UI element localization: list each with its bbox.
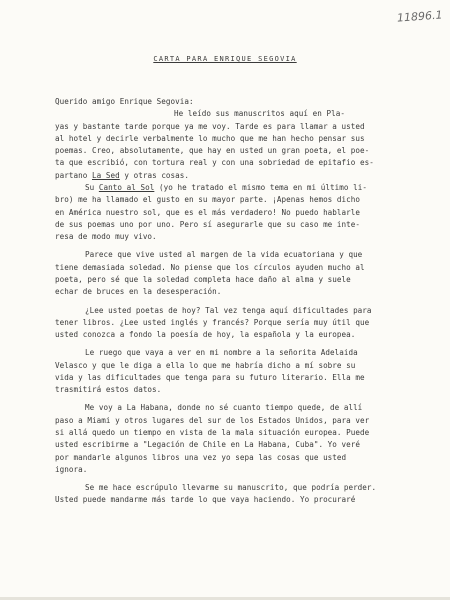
paragraph-line: paso a Miami y otros lugares del sur de los Estados Unidos, para ver bbox=[55, 415, 370, 425]
underlined-title-canto-al-sol: Canto al Sol bbox=[98, 183, 155, 193]
paragraph-2 bbox=[55, 182, 427, 243]
paragraph-line: vida y las dificultades que tenga para su futuro literario. Ella me bbox=[55, 372, 365, 382]
paragraph-line: Parece que vive usted al margen de la vida ecuatoriana y que bbox=[85, 250, 363, 260]
text-span: y otras cosas. bbox=[119, 170, 190, 180]
paragraph-line: Me voy a La Habana, donde no sé cuanto tiempo quede, de allí bbox=[85, 403, 363, 413]
paragraph-line: Le ruego que vaya a ver en mi nombre a la señorita Adelaida bbox=[85, 348, 358, 358]
text-span: partano bbox=[55, 170, 92, 180]
paragraph-line: poemas. Creo, absolutamente, que hay en usted un gran poeta, el poe- bbox=[55, 146, 370, 156]
paragraph-line: si allá quedo un tiempo en vista de la mala situación europea. Puede bbox=[55, 427, 370, 437]
paragraph-line: bro) me ha llamado el gusto en su mayor parte. ¡Apenas hemos dicho bbox=[55, 195, 361, 205]
underlined-title-la-sed: La Sed bbox=[91, 170, 120, 180]
paragraph-line: poeta, pero sé que la soledad completa hace daño al alma y suele bbox=[55, 275, 351, 285]
paragraph-line: usted conozca a fondo la poesía de hoy, la española y la europea. bbox=[55, 330, 356, 340]
paragraph-line: Usted puede mandarme más tarde lo que vaya haciendo. Yo procuraré bbox=[55, 495, 356, 505]
paragraph-line: al hotel y decirle verbalmente lo mucho que me han hecho pensar sus bbox=[55, 133, 365, 143]
paragraph-3 bbox=[55, 249, 427, 298]
paragraph-line: usted escribirme a "Legación de Chile en La Habana, Cuba". Yo veré bbox=[55, 440, 361, 450]
paragraph-line: ignora. bbox=[55, 464, 88, 474]
paragraph-line: tiene demasiada soledad. No piense que los círculos ayuden mucho al bbox=[55, 262, 365, 272]
paragraph-line: Se me hace escrúpulo llevarme su manuscrito, que podría perder. bbox=[85, 483, 377, 493]
paragraph-line: ¿Lee usted poetas de hoy? Tal vez tenga aquí dificultades para bbox=[85, 305, 372, 315]
letter-title: CARTA PARA ENRIQUE SEGOVIA bbox=[153, 55, 297, 63]
paragraph-line: trasmitirá estos datos. bbox=[55, 385, 162, 395]
letter-body bbox=[55, 96, 427, 507]
paragraph-line: yas y bastante tarde porque ya me voy. Tarde es para llamar a usted bbox=[55, 121, 365, 131]
paragraph-line: ta que escribió, con tortura real y con una sobriedad de epitafio es- bbox=[55, 158, 374, 168]
paragraph-line bbox=[55, 170, 427, 182]
salutation: Querido amigo Enrique Segovia: bbox=[55, 97, 194, 106]
archive-reference-number: 11896.1 bbox=[396, 8, 443, 25]
paragraph-line: Velasco y que le diga a ella lo que me habría dicho a mí sobre su bbox=[55, 360, 356, 370]
paragraph-line: por mandarle algunos libros una vez yo sepa las cosas que usted bbox=[55, 452, 347, 462]
paragraph-line: tener libros. ¿Lee usted inglés y francés? Porque sería muy útil que bbox=[55, 317, 370, 327]
paragraph-line: de sus poemas uno por uno. Pero sí asegurarle que su caso me inte- bbox=[55, 219, 361, 229]
paragraph-line bbox=[55, 182, 427, 194]
paragraph-6 bbox=[55, 402, 427, 476]
paragraph-1 bbox=[55, 108, 427, 182]
paragraph-5 bbox=[55, 347, 427, 396]
paragraph-line: resa de modo muy vivo. bbox=[55, 232, 157, 242]
text-span: (yo he tratado el mismo tema en mi último li- bbox=[154, 183, 367, 193]
paragraph-line: en América nuestro sol, que es el más verdadero! No puedo hablarle bbox=[55, 207, 361, 217]
paragraph-line: echar de bruces en la desesperación. bbox=[55, 287, 222, 297]
paragraph-line: He leído sus manuscritos aquí en Pla- bbox=[174, 109, 346, 119]
paragraph-7 bbox=[55, 482, 427, 507]
paragraph-4 bbox=[55, 305, 427, 342]
text-span: Su bbox=[85, 183, 99, 193]
